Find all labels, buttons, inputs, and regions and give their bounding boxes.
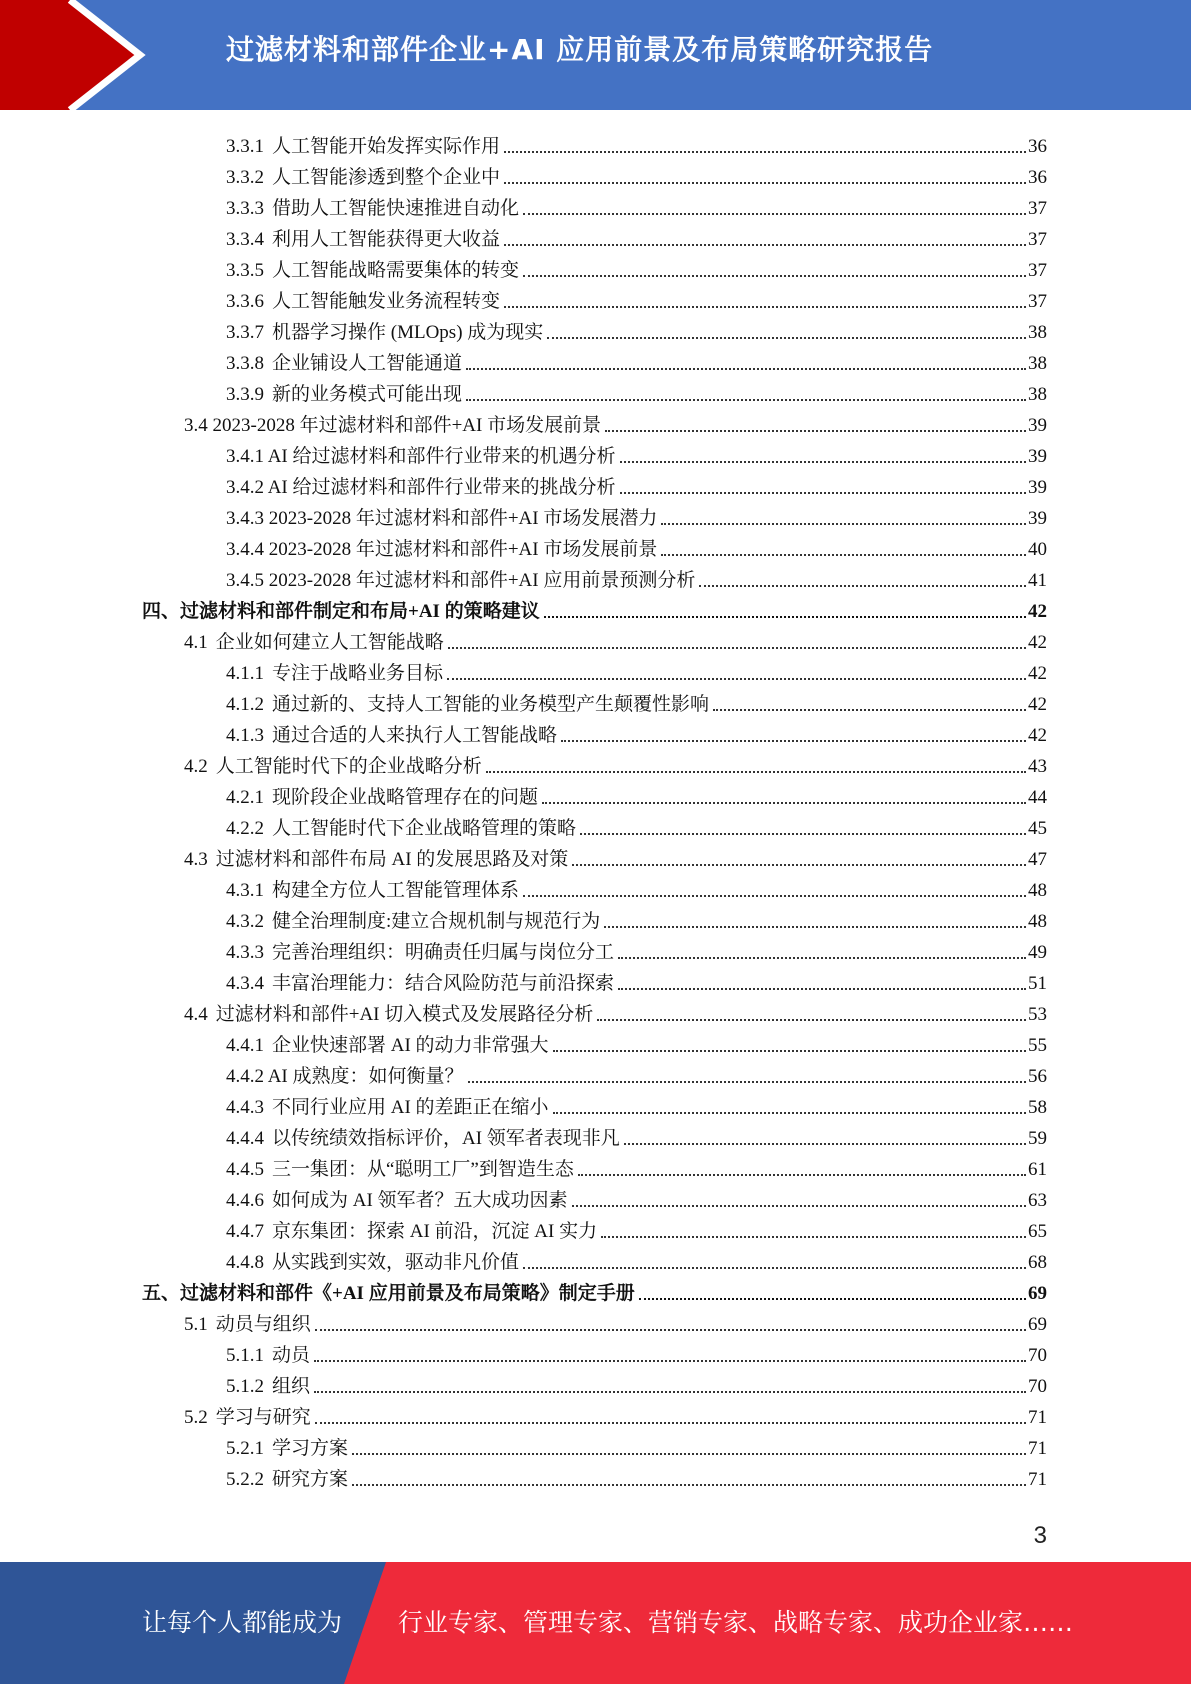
toc-dot-leader (315, 1422, 1026, 1424)
toc-entry-label: 过滤材料和部件布局 AI 的发展思路及对策 (215, 849, 569, 870)
toc-dot-leader (580, 833, 1026, 835)
toc-entry[interactable] (226, 499, 1047, 530)
toc-entry[interactable] (226, 344, 1047, 375)
page-footer (0, 1562, 1191, 1684)
toc-entry-page: 48 (1028, 880, 1047, 901)
toc-entry[interactable] (226, 282, 1047, 313)
toc-entry[interactable] (184, 840, 1047, 871)
toc-entry-page: 70 (1028, 1345, 1047, 1366)
toc-entry-number: 4.4.5 (226, 1159, 264, 1180)
toc-entry-page: 45 (1028, 818, 1047, 839)
toc-dot-leader (523, 213, 1026, 215)
toc-entry[interactable] (226, 530, 1047, 561)
toc-entry-page: 70 (1028, 1376, 1047, 1397)
toc-entry[interactable] (226, 871, 1047, 902)
toc-entry-page: 38 (1028, 384, 1047, 405)
toc-entry-page: 68 (1028, 1252, 1047, 1273)
toc-entry[interactable] (226, 1429, 1047, 1460)
toc-entry-label: 企业快速部署 AI 的动力非常强大 (272, 1035, 549, 1056)
toc-entry[interactable] (226, 437, 1047, 468)
toc-entry-label: 新的业务模式可能出现 (272, 384, 463, 405)
toc-entry-label: 机器学习操作 (MLOps) 成为现实 (272, 322, 544, 343)
toc-entry-label: 3.4 2023-2028 年过滤材料和部件+AI 市场发展前景 (184, 415, 602, 436)
toc-dot-leader (486, 771, 1026, 773)
toc-entry[interactable] (226, 1460, 1047, 1491)
toc-dot-leader (504, 306, 1026, 308)
toc-entry-page: 71 (1028, 1407, 1047, 1428)
toc-entry-page: 42 (1028, 663, 1047, 684)
toc-entry-page: 53 (1028, 1004, 1047, 1025)
toc-entry[interactable] (226, 1212, 1047, 1243)
toc-entry-page: 40 (1028, 539, 1047, 560)
toc-entry-label: 人工智能渗透到整个企业中 (272, 167, 501, 188)
toc-entry-label: 3.4.4 2023-2028 年过滤材料和部件+AI 市场发展前景 (226, 539, 658, 560)
toc-dot-leader (661, 554, 1026, 556)
toc-entry-number: 4.4.6 (226, 1190, 264, 1211)
toc-entry-page: 42 (1028, 601, 1047, 622)
toc-entry-page: 37 (1028, 198, 1047, 219)
toc-dot-leader (504, 151, 1026, 153)
toc-entry-number: 4.1.2 (226, 694, 264, 715)
toc-dot-leader (523, 1267, 1026, 1269)
toc-entry-label: 四、过滤材料和部件制定和布局+AI 的策略建议 (142, 601, 540, 622)
toc-entry-label: 4.4.2 AI 成熟度：如何衡量？ (226, 1066, 464, 1087)
toc-entry-number: 4.4.7 (226, 1221, 264, 1242)
toc-entry[interactable] (226, 1150, 1047, 1181)
toc-entry-number: 3.3.5 (226, 260, 264, 281)
toc-entry[interactable] (226, 1057, 1047, 1088)
toc-dot-leader (352, 1484, 1026, 1486)
toc-dot-leader (466, 399, 1026, 401)
toc-entry-number: 4.3.1 (226, 880, 264, 901)
toc-entry-page: 36 (1028, 167, 1047, 188)
toc-entry-page: 51 (1028, 973, 1047, 994)
page-header (0, 0, 1191, 110)
toc-entry[interactable] (226, 933, 1047, 964)
toc-dot-leader (468, 1081, 1026, 1083)
toc-entry-page: 47 (1028, 849, 1047, 870)
toc-entry-label: 企业如何建立人工智能战略 (215, 632, 444, 653)
toc-entry-page: 42 (1028, 694, 1047, 715)
toc-entry-label: 健全治理制度:建立合规机制与规范行为 (272, 911, 601, 932)
toc-entry-page: 58 (1028, 1097, 1047, 1118)
toc-entry[interactable] (226, 1243, 1047, 1274)
toc-entry-page: 55 (1028, 1035, 1047, 1056)
toc-entry-number: 4.1 (184, 632, 208, 653)
toc-entry-number: 4.1.1 (226, 663, 264, 684)
toc-entry-page: 42 (1028, 725, 1047, 746)
toc-entry[interactable] (142, 592, 1047, 623)
toc-entry-label: 3.4.3 2023-2028 年过滤材料和部件+AI 市场发展潜力 (226, 508, 658, 529)
toc-dot-leader (504, 182, 1026, 184)
toc-entry-page: 43 (1028, 756, 1047, 777)
toc-entry[interactable] (226, 468, 1047, 499)
toc-dot-leader (352, 1453, 1026, 1455)
toc-entry-page: 59 (1028, 1128, 1047, 1149)
toc-entry[interactable] (226, 375, 1047, 406)
toc-entry[interactable] (184, 406, 1047, 437)
toc-entry-page: 61 (1028, 1159, 1047, 1180)
toc-entry-number: 4.4.3 (226, 1097, 264, 1118)
toc-entry-page: 42 (1028, 632, 1047, 653)
toc-entry[interactable] (226, 561, 1047, 592)
toc-entry[interactable] (226, 685, 1047, 716)
toc-dot-leader (639, 1298, 1026, 1300)
toc-entry-label: 五、过滤材料和部件《+AI 应用前景及布局策略》制定手册 (142, 1283, 635, 1304)
toc-dot-leader (547, 337, 1026, 339)
toc-entry[interactable] (226, 1367, 1047, 1398)
toc-entry-label: 人工智能时代下的企业战略分析 (215, 756, 482, 777)
toc-entry-label: 人工智能时代下企业战略管理的策略 (272, 818, 577, 839)
toc-entry[interactable] (184, 995, 1047, 1026)
toc-entry[interactable] (226, 964, 1047, 995)
toc-dot-leader (605, 430, 1026, 432)
toc-entry-page: 39 (1028, 477, 1047, 498)
toc-entry[interactable] (226, 716, 1047, 747)
toc-dot-leader (447, 678, 1026, 680)
toc-entry-label: 完善治理组织：明确责任归属与岗位分工 (272, 942, 615, 963)
toc-dot-leader (553, 1112, 1026, 1114)
toc-dot-leader (601, 1236, 1026, 1238)
toc-entry-page: 71 (1028, 1469, 1047, 1490)
toc-entry-label: 现阶段企业战略管理存在的问题 (272, 787, 539, 808)
toc-entry-number: 3.3.7 (226, 322, 264, 343)
toc-entry-number: 4.4.4 (226, 1128, 264, 1149)
footer-slogan-right: 行业专家、管理专家、营销专家、战略专家、成功企业家…… (398, 1608, 1074, 1637)
toc-dot-leader (572, 864, 1026, 866)
toc-entry[interactable] (142, 1274, 1047, 1305)
toc-entry-page: 65 (1028, 1221, 1047, 1242)
toc-entry-label: 动员与组织 (215, 1314, 311, 1335)
page-number: 3 (1033, 1522, 1047, 1549)
toc-entry[interactable] (226, 251, 1047, 282)
toc-entry-page: 63 (1028, 1190, 1047, 1211)
toc-entry-label: 从实践到实效，驱动非凡价值 (272, 1252, 520, 1273)
toc-dot-leader (699, 585, 1026, 587)
toc-entry-page: 41 (1028, 570, 1047, 591)
toc-entry-label: 人工智能触发业务流程转变 (272, 291, 501, 312)
toc-dot-leader (523, 895, 1026, 897)
toc-entry[interactable] (184, 747, 1047, 778)
toc-entry-number: 3.3.1 (226, 136, 264, 157)
toc-entry-number: 4.3.2 (226, 911, 264, 932)
toc-entry[interactable] (226, 220, 1047, 251)
toc-dot-leader (504, 244, 1026, 246)
toc-entry-label: 学习与研究 (215, 1407, 311, 1428)
toc-entry[interactable] (226, 778, 1047, 809)
toc-entry[interactable] (226, 158, 1047, 189)
toc-entry-number: 5.2.1 (226, 1438, 264, 1459)
toc-dot-leader (315, 1329, 1026, 1331)
toc-entry-number: 3.3.6 (226, 291, 264, 312)
toc-dot-leader (544, 616, 1026, 618)
toc-entry-number: 5.2.2 (226, 1469, 264, 1490)
toc-entry-number: 3.3.8 (226, 353, 264, 374)
toc-entry[interactable] (184, 1305, 1047, 1336)
toc-dot-leader (578, 1174, 1026, 1176)
toc-entry-label: 借助人工智能快速推进自动化 (272, 198, 520, 219)
toc-entry[interactable] (226, 313, 1047, 344)
toc-entry-label: 通过新的、支持人工智能的业务模型产生颠覆性影响 (272, 694, 710, 715)
toc-dot-leader (604, 926, 1026, 928)
toc-entry-label: 动员 (272, 1345, 311, 1366)
toc-entry-page: 49 (1028, 942, 1047, 963)
toc-dot-leader (448, 647, 1026, 649)
toc-entry-page: 69 (1028, 1283, 1047, 1304)
toc-entry-page: 71 (1028, 1438, 1047, 1459)
toc-dot-leader (618, 957, 1026, 959)
toc-dot-leader (620, 492, 1026, 494)
toc-entry-label: 组织 (272, 1376, 311, 1397)
toc-entry-label: 过滤材料和部件+AI 切入模式及发展路径分析 (215, 1004, 594, 1025)
toc-dot-leader (553, 1050, 1026, 1052)
toc-entry[interactable] (226, 189, 1047, 220)
toc-entry-number: 5.1.1 (226, 1345, 264, 1366)
toc-entry-number: 3.3.9 (226, 384, 264, 405)
report-title: 过滤材料和部件企业+AI 应用前景及布局策略研究报告 (226, 33, 934, 66)
toc-entry-page: 39 (1028, 415, 1047, 436)
toc-entry-label: 学习方案 (272, 1438, 349, 1459)
toc-entry-label: 研究方案 (272, 1469, 349, 1490)
toc-entry-label: 三一集团：从“聪明工厂”到智造生态 (272, 1159, 574, 1180)
toc-entry-page: 36 (1028, 136, 1047, 157)
toc-dot-leader (618, 988, 1026, 990)
toc-entry[interactable] (226, 1088, 1047, 1119)
toc-entry-page: 39 (1028, 446, 1047, 467)
toc-entry-label: 利用人工智能获得更大收益 (272, 229, 501, 250)
toc-entry-page: 37 (1028, 291, 1047, 312)
toc-entry-number: 4.4 (184, 1004, 208, 1025)
toc-dot-leader (314, 1391, 1026, 1393)
toc-entry-label: 企业铺设人工智能通道 (272, 353, 463, 374)
footer-slogan-left: 让每个人都能成为 (142, 1608, 343, 1637)
toc-entry-label: 3.4.1 AI 给过滤材料和部件行业带来的机遇分析 (226, 446, 616, 467)
toc-dot-leader (523, 275, 1026, 277)
toc-dot-leader (542, 802, 1026, 804)
toc-entry[interactable] (226, 1119, 1047, 1150)
toc-entry-number: 5.2 (184, 1407, 208, 1428)
toc-entry[interactable] (226, 902, 1047, 933)
toc-entry-label: 人工智能开始发挥实际作用 (272, 136, 501, 157)
toc-entry-page: 37 (1028, 229, 1047, 250)
toc-entry-number: 3.3.4 (226, 229, 264, 250)
toc-dot-leader (314, 1360, 1026, 1362)
toc-entry-label: 不同行业应用 AI 的差距正在缩小 (272, 1097, 549, 1118)
toc-entry-label: 丰富治理能力：结合风险防范与前沿探索 (272, 973, 615, 994)
toc-entry-number: 4.2 (184, 756, 208, 777)
toc-entry-page: 44 (1028, 787, 1047, 808)
toc-entry-label: 如何成为 AI 领军者？五大成功因素 (272, 1190, 568, 1211)
toc-entry-number: 3.3.2 (226, 167, 264, 188)
toc-entry-number: 4.3.4 (226, 973, 264, 994)
toc-entry-number: 4.4.1 (226, 1035, 264, 1056)
toc-entry-label: 京东集团：探索 AI 前沿，沉淀 AI 实力 (272, 1221, 598, 1242)
toc-entry-page: 48 (1028, 911, 1047, 932)
toc-dot-leader (624, 1143, 1026, 1145)
toc-entry-page: 38 (1028, 322, 1047, 343)
toc-dot-leader (572, 1205, 1026, 1207)
toc-entry[interactable] (226, 1336, 1047, 1367)
toc-entry-number: 4.1.3 (226, 725, 264, 746)
toc-dot-leader (661, 523, 1026, 525)
toc-entry-page: 69 (1028, 1314, 1047, 1335)
toc-entry-page: 37 (1028, 260, 1047, 281)
toc-entry-label: 构建全方位人工智能管理体系 (272, 880, 520, 901)
toc-entry[interactable] (226, 809, 1047, 840)
toc-dot-leader (466, 368, 1026, 370)
toc-entry-number: 5.1.2 (226, 1376, 264, 1397)
toc-entry-page: 38 (1028, 353, 1047, 374)
toc-entry[interactable] (184, 623, 1047, 654)
header-chevron-icon (0, 0, 160, 110)
toc-entry-number: 5.1 (184, 1314, 208, 1335)
toc-dot-leader (620, 461, 1026, 463)
toc-entry-number: 3.3.3 (226, 198, 264, 219)
toc-entry-page: 39 (1028, 508, 1047, 529)
toc-entry[interactable] (226, 127, 1047, 158)
toc-entry-page: 56 (1028, 1066, 1047, 1087)
toc-entry-label: 以传统绩效指标评价，AI 领军者表现非凡 (272, 1128, 620, 1149)
toc-entry-number: 4.4.8 (226, 1252, 264, 1273)
toc-entry[interactable] (226, 1181, 1047, 1212)
toc-entry[interactable] (184, 1398, 1047, 1429)
toc-entry-label: 通过合适的人来执行人工智能战略 (272, 725, 558, 746)
toc-entry-label: 3.4.5 2023-2028 年过滤材料和部件+AI 应用前景预测分析 (226, 570, 696, 591)
toc-entry-label: 3.4.2 AI 给过滤材料和部件行业带来的挑战分析 (226, 477, 616, 498)
toc-dot-leader (597, 1019, 1026, 1021)
toc-entry-label: 专注于战略业务目标 (272, 663, 444, 684)
toc-entry-number: 4.3 (184, 849, 208, 870)
toc-entry-number: 4.2.2 (226, 818, 264, 839)
toc-dot-leader (561, 740, 1026, 742)
toc-entry-label: 人工智能战略需要集体的转变 (272, 260, 520, 281)
toc-entry-number: 4.2.1 (226, 787, 264, 808)
toc-entry-number: 4.3.3 (226, 942, 264, 963)
toc-dot-leader (713, 709, 1026, 711)
toc-entry[interactable] (226, 1026, 1047, 1057)
toc-entry[interactable] (226, 654, 1047, 685)
